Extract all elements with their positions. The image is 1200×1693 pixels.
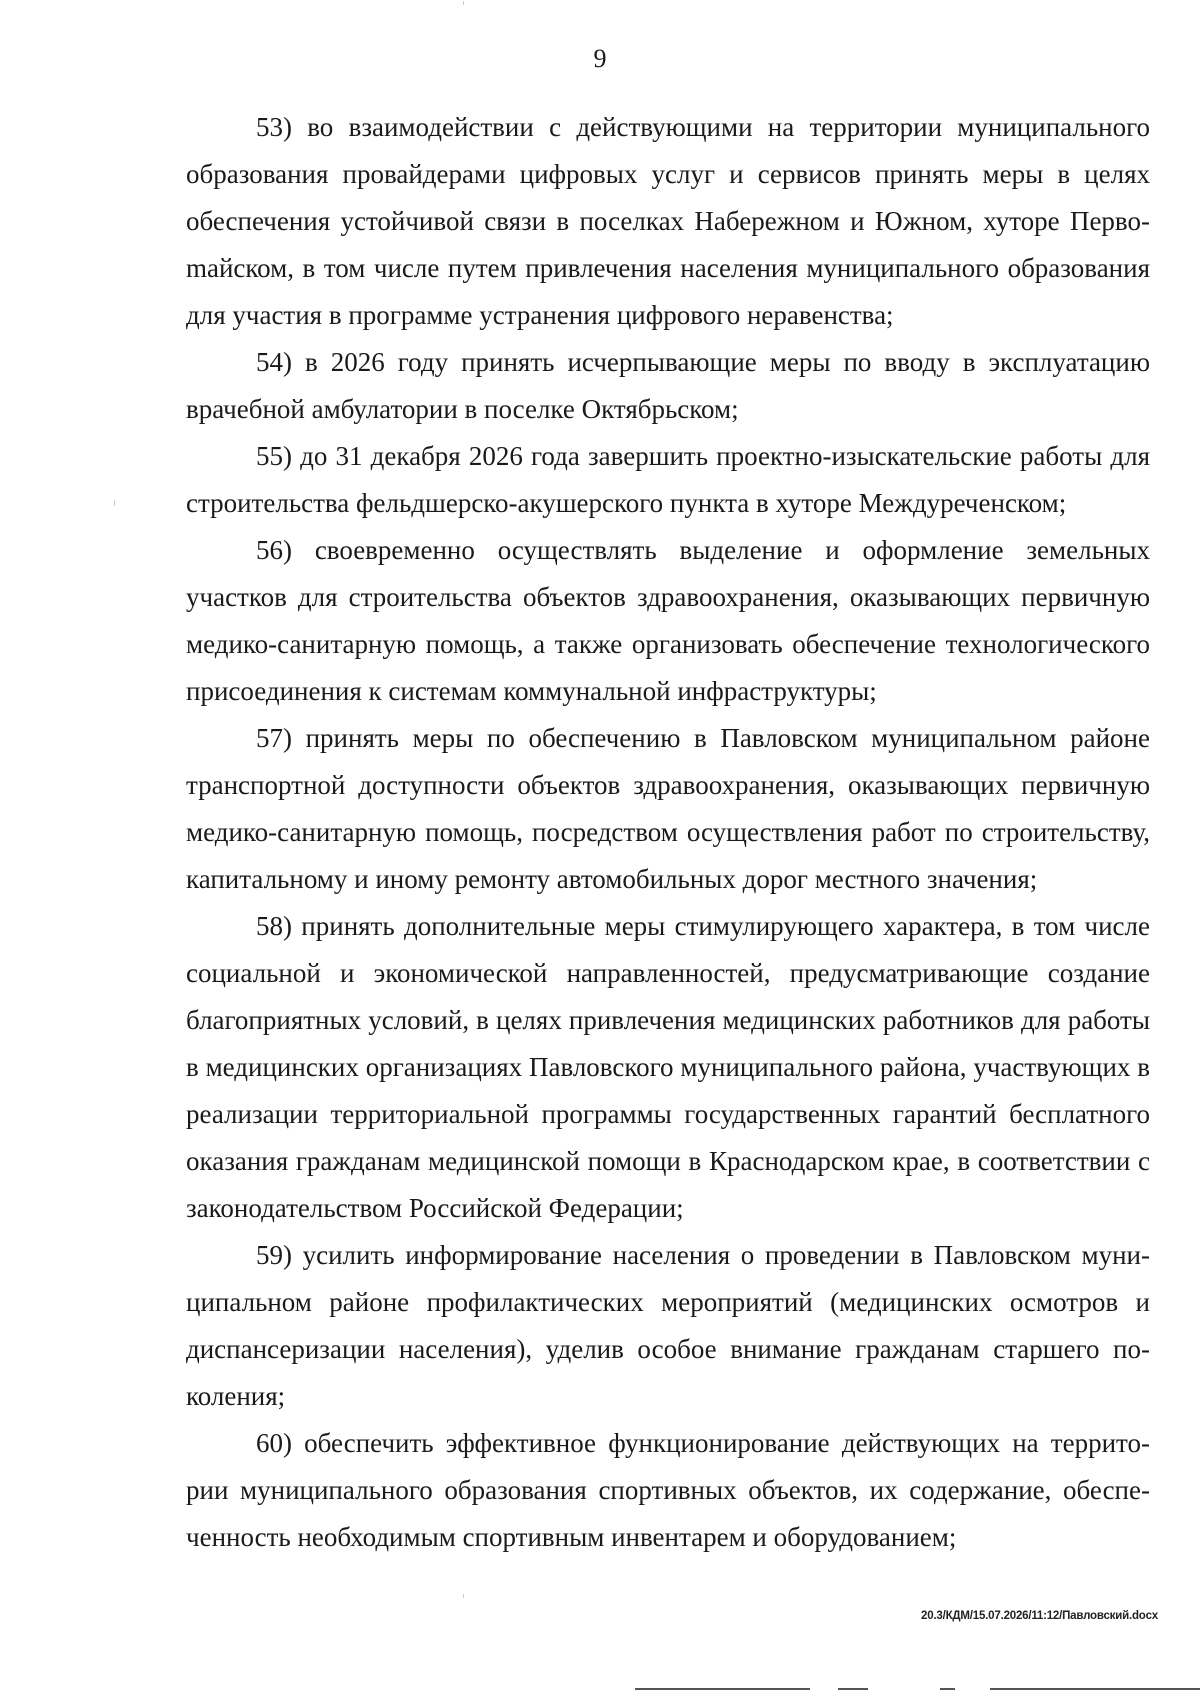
bottom-edge-rule: [838, 1688, 868, 1690]
bottom-edge-rule: [635, 1688, 810, 1690]
scan-artifact: [463, 1594, 464, 1598]
document-body: [186, 104, 1150, 1561]
scan-artifact: [114, 500, 115, 506]
list-item: 53) во взаимодействии с действующими на территории муниципального образования провайдерами цифровых услуг и сервисов принять меры в целях обеспечения устойчивой связи в поселках Набережном и Южном, хуторе Первоmайском, в том числе путем привлечения населения муниципального образования для участия в программе устранения цифрового неравенства;: [186, 112, 1150, 330]
list-item: 58) принять дополнительные меры стимулирующего характера, в том числе социальной и экономической направленностей, предусматривающие создание благоприятных условий, в целях привлечения медицинских работников для работы в медицинских организациях Павловского муниципального района, участвующих в реализации территориальной программы государственных гарантий бесплатного оказания гражданам медицинской помощи в Краснодарском крае, в соответствии с законодательством Российской Федерации;: [186, 911, 1150, 1223]
list-item: 57) принять меры по обеспечению в Павловском муниципальном районе транспортной доступности объектов здравоохранения, оказывающих первичную медико-санитарную помощь, посредством осуществления работ по строительству, капитальному и иному ремонту автомобильных дорог местного значения;: [186, 723, 1150, 894]
list-item: 54) в 2026 году принять исчерпывающие меры по вводу в эксплуатацию врачебной амбулатории в поселке Октябрьском;: [186, 347, 1150, 424]
scan-artifact: [463, 1, 464, 5]
list-item: 60) обеспечить эффективное функционирование действующих на территории муниципального образования спортивных объектов, их содержание, обеспеченность необходимым спортивным инвентарем и оборудованием;: [186, 1428, 1150, 1552]
list-item: 55) до 31 декабря 2026 года завершить проектно-изыскательские работы для строительства фельдшерско-акушерского пункта в хуторе Междуреченском;: [186, 441, 1150, 518]
list-item: 56) своевременно осуществлять выделение и оформление земельных участков для строительства объектов здравоохранения, оказывающих первичную медико-санитарную помощь, а также организовать обеспечение технологического присоединения к системам коммунальной инфраструктуры;: [186, 535, 1150, 706]
bottom-edge-rule: [940, 1688, 955, 1690]
bottom-edge-rule: [990, 1688, 1200, 1690]
list-item: 59) усилить информирование населения о проведении в Павловском муниципальном районе профилактических мероприятий (медицинских осмотров и диспансеризации населения), уделив особое внимание гражданам старшего поколения;: [186, 1240, 1150, 1411]
document-file-code: 20.3/КДМ/15.07.2026/11:12/Павловский.docx: [921, 1610, 1158, 1622]
page-number: 9: [593, 44, 607, 73]
